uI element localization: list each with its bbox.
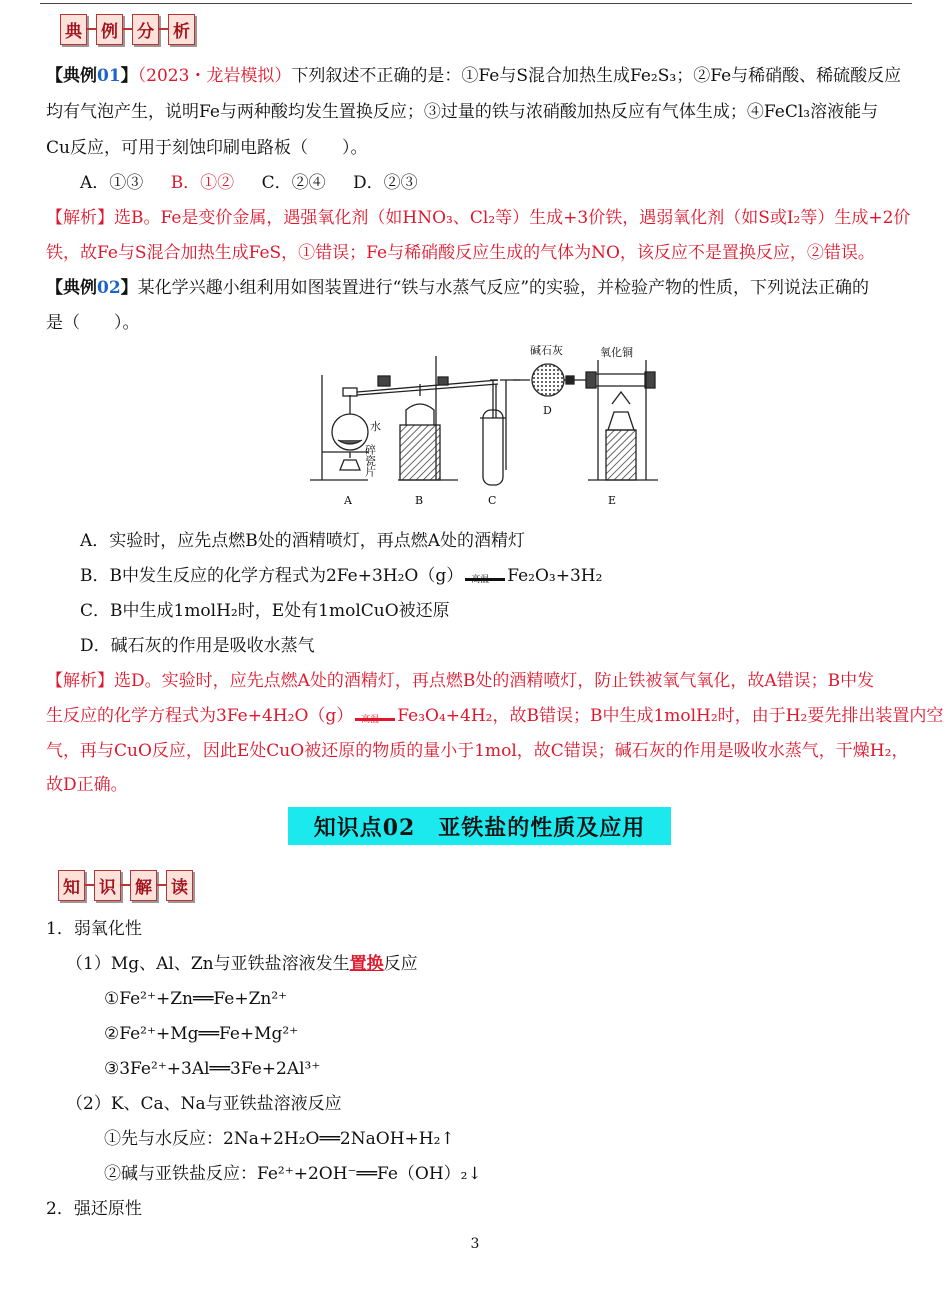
tag-char: 识 [94, 870, 121, 901]
tag-char: 析 [168, 14, 195, 45]
example2-analysis-line3: 气，再与CuO反应，因此E处CuO被还原的物质的量小于1mol，故C错误；碱石灰的作用是吸收水蒸气，干燥H₂， [46, 741, 909, 761]
kp-sub-1: （1）Mg、Al、Zn与亚铁盐溶液发生置换反应 [66, 954, 418, 974]
tag-char: 典 [60, 14, 87, 45]
kp-equation-1: ①Fe²⁺+Zn══Fe+Zn²⁺ [104, 989, 288, 1009]
example2-line2: 是（ ）。 [46, 313, 140, 333]
example2-option-a: A．实验时，应先点燃B处的酒精喷灯，再点燃A处的酒精灯 [80, 531, 526, 551]
tag-char: 读 [166, 870, 193, 901]
page-number: 3 [470, 1236, 480, 1252]
knowledge-point-banner: 知识点02 亚铁盐的性质及应用 [288, 807, 671, 845]
section-tag-knowledge-reading [58, 870, 202, 901]
example1-options [80, 171, 418, 195]
label-water: 水 [370, 420, 381, 433]
kp-heading-1: 1．弱氧化性 [46, 919, 142, 939]
tag-char: 分 [132, 14, 159, 45]
label-E: E [608, 494, 617, 507]
example2-option-d: D．碱石灰的作用是吸收水蒸气 [80, 636, 315, 656]
equation-arrow: 高温 [465, 578, 505, 581]
example2-line1: 【典例02】某化学兴趣小组利用如图装置进行“铁与水蒸气反应”的实验，并检验产物的性质，下列说法正确的 [46, 278, 870, 298]
label-B: B [415, 494, 424, 507]
equation-arrow: 高温 [355, 718, 395, 721]
example2-analysis-line4: 故D正确。 [46, 775, 128, 795]
apparatus-diagram [308, 340, 668, 512]
tag-char: 例 [96, 14, 123, 45]
example1-line1: 【典例01】（2023・龙岩模拟）下列叙述不正确的是：①Fe与S混合加热生成Fe₂S₃；②Fe与稀硝酸、稀硫酸反应 [46, 66, 902, 86]
example1-line2: 均有气泡产生，说明Fe与两种酸均发生置换反应；③过量的铁与浓硝酸加热反应有气体生成；④FeCl₃溶液能与 [46, 102, 879, 122]
label-D: D [543, 404, 552, 417]
option-b: B．①② [170, 173, 235, 193]
tag-char: 知 [58, 870, 85, 901]
kp-equation-5: ②碱与亚铁盐反应：Fe²⁺+2OH⁻══Fe（OH）₂↓ [104, 1164, 482, 1184]
tag-char: 解 [130, 870, 157, 901]
example2-analysis-line1: 【解析】选D。实验时，应先点燃A处的酒精灯，再点燃B处的酒精喷灯，防止铁被氧气氧化，故A错误；B中发 [46, 671, 875, 691]
example2-option-c: C．B中生成1molH₂时，E处有1molCuO被还原 [80, 601, 450, 621]
example1-analysis-line1: 【解析】选B。Fe是变价金属，遇强氧化剂（如HNO₃、Cl₂等）生成+3价铁，遇弱氧化剂（如S或I₂等）生成+2价 [46, 208, 911, 228]
example1-analysis-line2: 铁，故Fe与S混合加热生成FeS，①错误；Fe与稀硝酸反应生成的气体为NO，该反应不是置换反应，②错误。 [46, 243, 875, 263]
label-copper-oxide: 氧化铜 [600, 346, 633, 359]
label-shards: 碎瓷片 [363, 444, 377, 477]
kp-heading-2: 2．强还原性 [46, 1199, 142, 1219]
kp-equation-4: ①先与水反应：2Na+2H₂O══2NaOH+H₂↑ [104, 1129, 455, 1149]
example2-analysis-line2: 生反应的化学方程式为3Fe+4H₂O（g） 高温 Fe₃O₄+4H₂，故B错误；B中生成1molH₂时，由于H₂要先排出装置内空 [46, 706, 944, 726]
example1-line3: Cu反应，可用于刻蚀印刷电路板（ ）。 [46, 138, 368, 158]
option-c: C．②④ [261, 173, 326, 193]
label-A: A [344, 494, 352, 507]
section-tag-example-analysis [60, 14, 204, 45]
option-a: A．①③ [80, 173, 144, 193]
kp-equation-3: ③3Fe²⁺+3Al══3Fe+2Al³⁺ [104, 1059, 321, 1079]
example2-option-b: B．B中发生反应的化学方程式为2Fe+3H₂O（g） 高温 Fe₂O₃+3H₂ [80, 566, 603, 586]
top-rule [40, 3, 912, 4]
label-soda-lime: 碱石灰 [530, 344, 563, 357]
kp-equation-2: ②Fe²⁺+Mg══Fe+Mg²⁺ [104, 1024, 299, 1044]
option-d: D．②③ [353, 173, 418, 193]
label-C: C [488, 494, 497, 507]
kp-sub-2: （2）K、Ca、Na与亚铁盐溶液反应 [66, 1094, 342, 1114]
